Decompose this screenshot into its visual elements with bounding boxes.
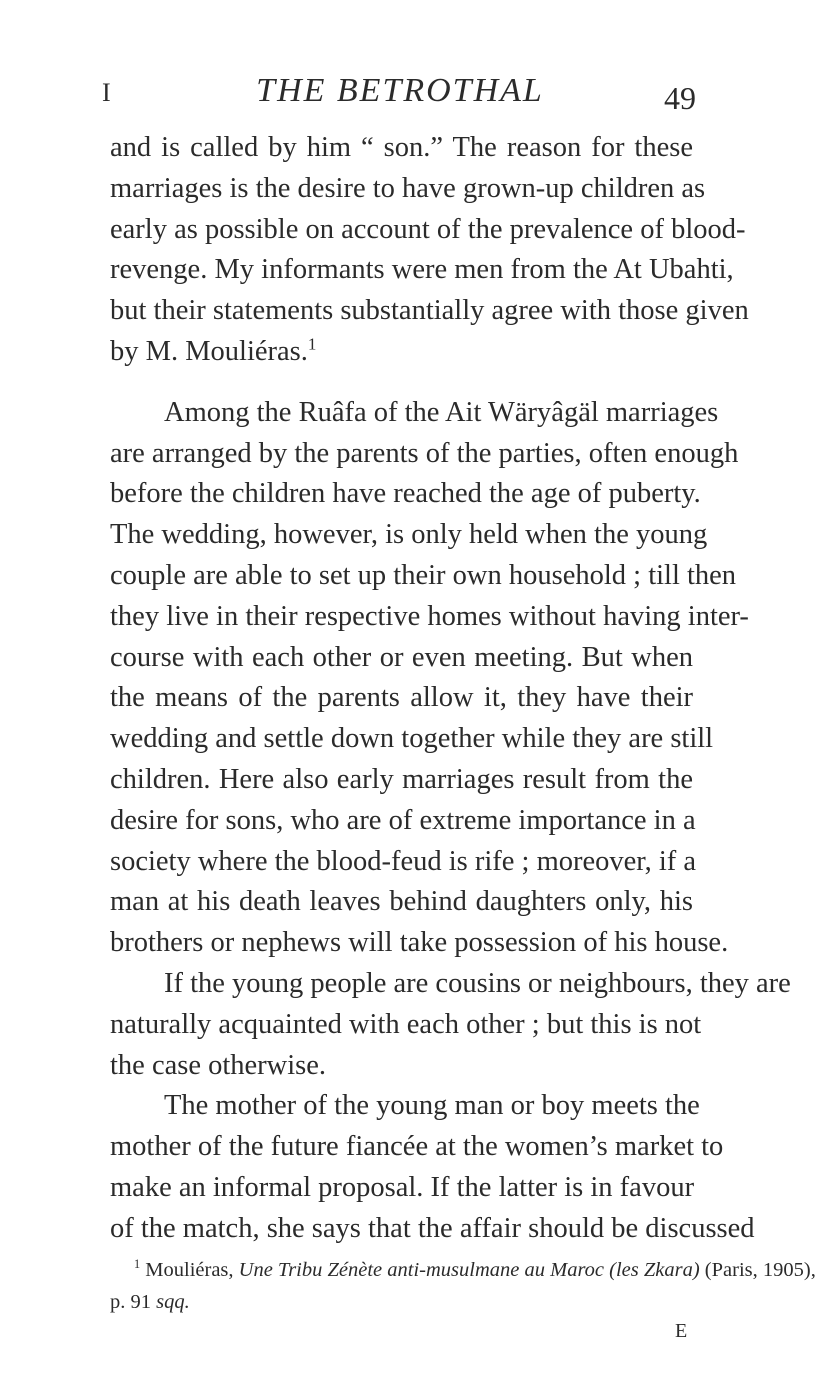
text-line: society where the blood-feud is rife ; moreover, if a: [110, 845, 697, 877]
chapter-number: I: [102, 78, 111, 107]
text-line: before the children have reached the age of puberty.: [110, 478, 701, 510]
text-line: marriages is the desire to have grown-up children as: [110, 172, 706, 204]
body-text: [110, 128, 791, 1250]
footnote-author: Mouliéras,: [145, 1259, 234, 1281]
text-line: mother of the future fiancée at the women’s market to: [110, 1131, 724, 1163]
footnote-pages: p. 91: [110, 1291, 151, 1313]
text-line: early as possible on account of the prevalence of blood-: [110, 213, 746, 245]
text-line: the case otherwise.: [110, 1049, 327, 1081]
text-line: Among the Ruâfa of the Ait Wäryâgäl marriages: [164, 396, 719, 428]
footnotes: [110, 1254, 816, 1318]
text-line: course with each other or even meeting. But when: [110, 641, 693, 673]
text-line: children. Here also early marriages result from the: [110, 763, 693, 795]
footnote-subtitle: (les Zkara): [609, 1259, 700, 1281]
text-line: The wedding, however, is only held when the young: [110, 519, 708, 551]
text-line: and is called by him “ son.” The reason for these: [110, 132, 693, 163]
footnote-marker: 1: [134, 1257, 141, 1272]
text-line: revenge. My informants were men from the At Ubahti,: [110, 254, 734, 286]
footnote-place-date: (Paris, 1905),: [704, 1259, 816, 1281]
text-line: desire for sons, who are of extreme importance in a: [110, 804, 696, 836]
text-line: [110, 332, 693, 373]
text-line: man at his death leaves behind daughters only, his: [110, 886, 693, 918]
page-number: 49: [664, 80, 696, 116]
text-line: couple are able to set up their own household ; till then: [110, 559, 737, 591]
signature-mark: E: [675, 1320, 688, 1342]
text-line: they live in their respective homes without having inter-: [110, 600, 749, 632]
footnote-line: [110, 1254, 816, 1286]
footnote-line: [110, 1286, 693, 1318]
running-head: [0, 72, 800, 122]
footnote-title: Une Tribu Zénète anti-musulmane au Maroc: [238, 1259, 605, 1281]
text-line: but their statements substantially agree with those given: [110, 295, 749, 327]
text-line: brothers or nephews will take possession of his house.: [110, 927, 729, 959]
text-line: The mother of the young man or boy meets the: [164, 1090, 700, 1122]
paragraph-gap: [110, 373, 693, 393]
text-line: are arranged by the parents of the parties, often enough: [110, 437, 739, 469]
running-title: THE BETROTHAL: [256, 72, 544, 109]
text-line: naturally acquainted with each other ; but this is not: [110, 1008, 702, 1040]
text-line: of the match, she says that the affair should be discussed: [110, 1212, 755, 1244]
text-line: If the young people are cousins or neighbours, they are: [164, 967, 791, 999]
text-line: make an informal proposal. If the latter is in favour: [110, 1171, 695, 1203]
footnote-sqq: sqq.: [156, 1291, 190, 1313]
text-line: wedding and settle down together while they are still: [110, 723, 714, 755]
text-line: the means of the parents allow it, they have their: [110, 682, 693, 714]
footnote-ref: 1: [307, 334, 317, 354]
text-line-content: by M. Mouliéras.: [110, 335, 308, 367]
